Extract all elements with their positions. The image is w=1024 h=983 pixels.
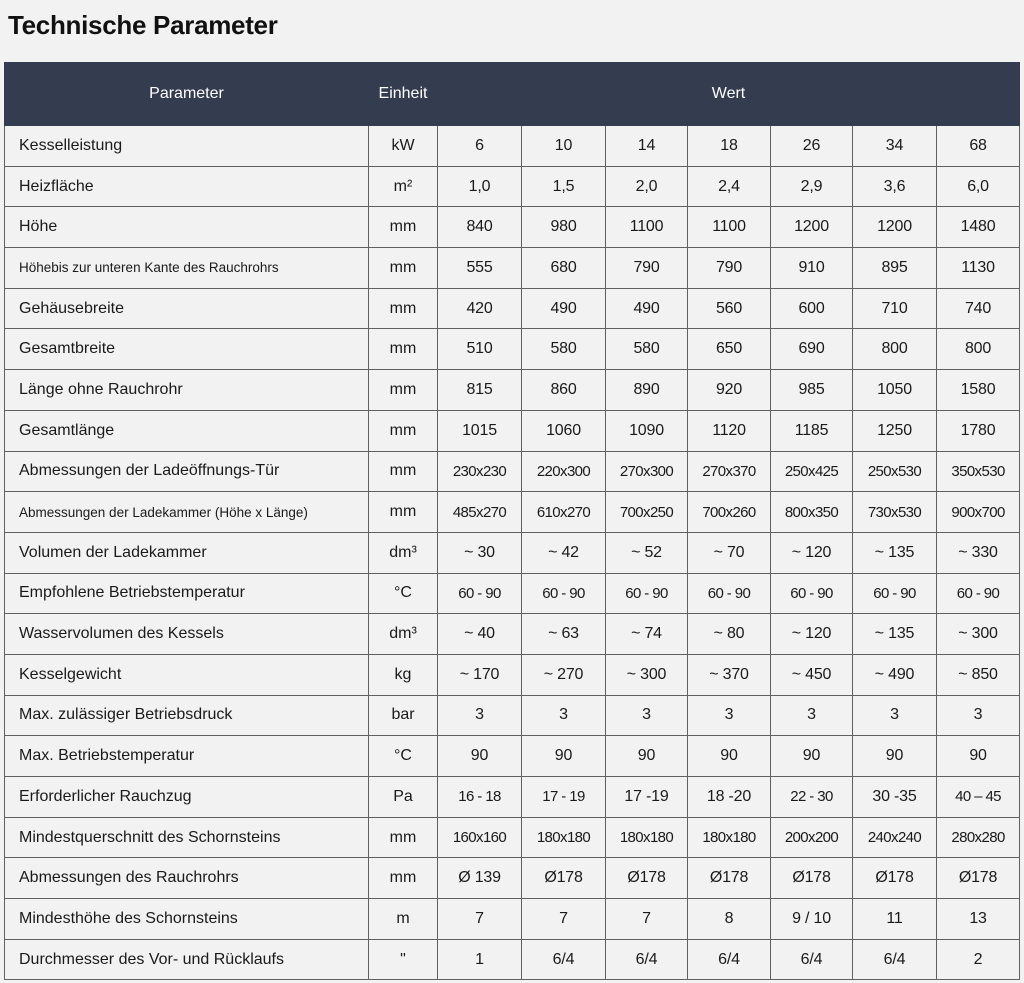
value-cell: 600 xyxy=(771,288,853,329)
value-cell: 18 -20 xyxy=(688,777,771,818)
value-cell: 910 xyxy=(771,248,853,289)
value-cell: 220x300 xyxy=(522,451,606,492)
value-cell: 510 xyxy=(438,329,522,370)
value-cell: 60 - 90 xyxy=(522,573,606,614)
value-cell: 26 xyxy=(771,126,853,167)
value-cell: 17 -19 xyxy=(606,777,688,818)
value-cell: ~ 450 xyxy=(771,654,853,695)
value-cell: 6,0 xyxy=(937,166,1020,207)
value-cell: 60 - 90 xyxy=(688,573,771,614)
value-cell: ~ 490 xyxy=(853,654,937,695)
table-row xyxy=(5,207,1020,248)
parameter-cell: Mindestquerschnitt des Schornsteins xyxy=(5,817,369,858)
value-cell: 6 xyxy=(438,126,522,167)
parameter-cell: Wasservolumen des Kessels xyxy=(5,614,369,655)
value-cell: 8 xyxy=(688,899,771,940)
value-cell: ~ 330 xyxy=(937,532,1020,573)
unit-cell: mm xyxy=(369,858,438,899)
value-cell: 920 xyxy=(688,370,771,411)
value-cell: 60 - 90 xyxy=(937,573,1020,614)
value-cell: 790 xyxy=(688,248,771,289)
value-cell: 1,0 xyxy=(438,166,522,207)
parameter-cell: Gehäusebreite xyxy=(5,288,369,329)
value-cell: 230x230 xyxy=(438,451,522,492)
value-cell: 11 xyxy=(853,899,937,940)
value-cell: 690 xyxy=(771,329,853,370)
value-cell: 9 / 10 xyxy=(771,899,853,940)
unit-cell: Pa xyxy=(369,777,438,818)
value-cell: 710 xyxy=(853,288,937,329)
unit-cell: mm xyxy=(369,207,438,248)
value-cell: ~ 42 xyxy=(522,532,606,573)
parameter-cell: Heizfläche xyxy=(5,166,369,207)
value-cell: 3 xyxy=(771,695,853,736)
parameter-cell: Kesselgewicht xyxy=(5,654,369,695)
value-cell: 2,9 xyxy=(771,166,853,207)
value-cell: 490 xyxy=(606,288,688,329)
value-cell: 180x180 xyxy=(606,817,688,858)
value-cell: ~ 300 xyxy=(937,614,1020,655)
value-cell: 580 xyxy=(522,329,606,370)
value-cell: ~ 300 xyxy=(606,654,688,695)
value-cell: 730x530 xyxy=(853,492,937,533)
value-cell: 13 xyxy=(937,899,1020,940)
value-cell: 650 xyxy=(688,329,771,370)
unit-cell: °C xyxy=(369,573,438,614)
value-cell: 800 xyxy=(853,329,937,370)
value-cell: 485x270 xyxy=(438,492,522,533)
table-row xyxy=(5,126,1020,167)
unit-cell: " xyxy=(369,939,438,980)
value-cell: ~ 70 xyxy=(688,532,771,573)
value-cell: 3 xyxy=(937,695,1020,736)
table-row xyxy=(5,492,1020,533)
value-cell: 2 xyxy=(937,939,1020,980)
value-cell: ~ 270 xyxy=(522,654,606,695)
value-cell: ~ 74 xyxy=(606,614,688,655)
value-cell: 890 xyxy=(606,370,688,411)
table-row xyxy=(5,248,1020,289)
value-cell: 560 xyxy=(688,288,771,329)
value-cell: 40 – 45 xyxy=(937,777,1020,818)
table-header xyxy=(5,63,1020,126)
value-cell: 90 xyxy=(937,736,1020,777)
value-cell: 17 - 19 xyxy=(522,777,606,818)
value-cell: 985 xyxy=(771,370,853,411)
value-cell: 90 xyxy=(853,736,937,777)
table-row xyxy=(5,288,1020,329)
value-cell: 90 xyxy=(606,736,688,777)
value-cell: 250x530 xyxy=(853,451,937,492)
value-cell: 980 xyxy=(522,207,606,248)
value-cell: 815 xyxy=(438,370,522,411)
value-cell: 800 xyxy=(937,329,1020,370)
value-cell: 68 xyxy=(937,126,1020,167)
value-cell: 270x370 xyxy=(688,451,771,492)
value-cell: 1200 xyxy=(853,207,937,248)
parameter-cell: Empfohlene Betriebstemperatur xyxy=(5,573,369,614)
value-cell: 1060 xyxy=(522,410,606,451)
parameter-cell: Erforderlicher Rauchzug xyxy=(5,777,369,818)
value-cell: 610x270 xyxy=(522,492,606,533)
value-cell: 1100 xyxy=(606,207,688,248)
unit-cell: dm³ xyxy=(369,614,438,655)
unit-cell: m² xyxy=(369,166,438,207)
parameter-cell: Abmessungen der Ladeöffnungs-Tür xyxy=(5,451,369,492)
value-cell: 490 xyxy=(522,288,606,329)
table-row xyxy=(5,410,1020,451)
unit-cell: mm xyxy=(369,451,438,492)
value-cell: 1200 xyxy=(771,207,853,248)
parameter-cell: Max. Betriebstemperatur xyxy=(5,736,369,777)
parameter-cell: Länge ohne Rauchrohr xyxy=(5,370,369,411)
value-cell: 1090 xyxy=(606,410,688,451)
table-row xyxy=(5,858,1020,899)
value-cell: 1050 xyxy=(853,370,937,411)
parameter-cell: Gesamtlänge xyxy=(5,410,369,451)
parameter-cell: Mindesthöhe des Schornsteins xyxy=(5,899,369,940)
value-cell: 1120 xyxy=(688,410,771,451)
parameter-cell: Abmessungen der Ladekammer (Höhe x Länge) xyxy=(5,492,369,533)
value-cell: 280x280 xyxy=(937,817,1020,858)
value-cell: ~ 850 xyxy=(937,654,1020,695)
unit-cell: mm xyxy=(369,248,438,289)
table-row xyxy=(5,939,1020,980)
value-cell: 700x250 xyxy=(606,492,688,533)
parameter-cell: Durchmesser des Vor- und Rücklaufs xyxy=(5,939,369,980)
value-cell: 1015 xyxy=(438,410,522,451)
value-cell: 6/4 xyxy=(771,939,853,980)
value-cell: 800x350 xyxy=(771,492,853,533)
value-cell: ~ 52 xyxy=(606,532,688,573)
value-cell: ~ 135 xyxy=(853,614,937,655)
table-body xyxy=(5,126,1020,980)
value-cell: 1130 xyxy=(937,248,1020,289)
table-row xyxy=(5,329,1020,370)
value-cell: 18 xyxy=(688,126,771,167)
value-cell: 580 xyxy=(606,329,688,370)
value-cell: ~ 120 xyxy=(771,532,853,573)
table-row xyxy=(5,736,1020,777)
value-cell: 3 xyxy=(853,695,937,736)
value-cell: 90 xyxy=(688,736,771,777)
table-row xyxy=(5,166,1020,207)
parameter-cell: Höhebis zur unteren Kante des Rauchrohrs xyxy=(5,248,369,289)
value-cell: Ø 139 xyxy=(438,858,522,899)
value-cell: 6/4 xyxy=(688,939,771,980)
value-cell: ~ 80 xyxy=(688,614,771,655)
value-cell: 30 -35 xyxy=(853,777,937,818)
header-unit: Einheit xyxy=(369,63,438,126)
unit-cell: mm xyxy=(369,492,438,533)
table-row xyxy=(5,532,1020,573)
unit-cell: m xyxy=(369,899,438,940)
unit-cell: mm xyxy=(369,370,438,411)
table-row xyxy=(5,614,1020,655)
value-cell: 700x260 xyxy=(688,492,771,533)
table-row xyxy=(5,777,1020,818)
unit-cell: kW xyxy=(369,126,438,167)
value-cell: 6/4 xyxy=(522,939,606,980)
value-cell: 90 xyxy=(771,736,853,777)
value-cell: 3 xyxy=(438,695,522,736)
value-cell: 160x160 xyxy=(438,817,522,858)
value-cell: 180x180 xyxy=(688,817,771,858)
technical-parameters-table xyxy=(4,62,1020,980)
value-cell: 555 xyxy=(438,248,522,289)
value-cell: 1 xyxy=(438,939,522,980)
value-cell: Ø178 xyxy=(606,858,688,899)
value-cell: Ø178 xyxy=(771,858,853,899)
value-cell: 60 - 90 xyxy=(853,573,937,614)
table-row xyxy=(5,899,1020,940)
value-cell: 250x425 xyxy=(771,451,853,492)
value-cell: ~ 40 xyxy=(438,614,522,655)
value-cell: ~ 63 xyxy=(522,614,606,655)
value-cell: 14 xyxy=(606,126,688,167)
unit-cell: bar xyxy=(369,695,438,736)
value-cell: 350x530 xyxy=(937,451,1020,492)
value-cell: 240x240 xyxy=(853,817,937,858)
value-cell: ~ 170 xyxy=(438,654,522,695)
value-cell: 1,5 xyxy=(522,166,606,207)
table-row xyxy=(5,370,1020,411)
value-cell: 270x300 xyxy=(606,451,688,492)
value-cell: Ø178 xyxy=(522,858,606,899)
value-cell: 6/4 xyxy=(606,939,688,980)
value-cell: 7 xyxy=(522,899,606,940)
value-cell: ~ 370 xyxy=(688,654,771,695)
value-cell: 60 - 90 xyxy=(438,573,522,614)
page-title: Technische Parameter xyxy=(8,10,278,40)
value-cell: 22 - 30 xyxy=(771,777,853,818)
table-row xyxy=(5,695,1020,736)
value-cell: Ø178 xyxy=(853,858,937,899)
parameter-cell: Abmessungen des Rauchrohrs xyxy=(5,858,369,899)
value-cell: 1580 xyxy=(937,370,1020,411)
value-cell: 6/4 xyxy=(853,939,937,980)
value-cell: ~ 30 xyxy=(438,532,522,573)
value-cell: 1480 xyxy=(937,207,1020,248)
value-cell: 420 xyxy=(438,288,522,329)
value-cell: 860 xyxy=(522,370,606,411)
value-cell: Ø178 xyxy=(688,858,771,899)
value-cell: 16 - 18 xyxy=(438,777,522,818)
value-cell: 60 - 90 xyxy=(606,573,688,614)
unit-cell: kg xyxy=(369,654,438,695)
value-cell: 900x700 xyxy=(937,492,1020,533)
value-cell: 180x180 xyxy=(522,817,606,858)
value-cell: 3 xyxy=(522,695,606,736)
value-cell: ~ 120 xyxy=(771,614,853,655)
value-cell: 1250 xyxy=(853,410,937,451)
value-cell: 895 xyxy=(853,248,937,289)
value-cell: 1100 xyxy=(688,207,771,248)
value-cell: 7 xyxy=(438,899,522,940)
value-cell: 200x200 xyxy=(771,817,853,858)
value-cell: 3 xyxy=(606,695,688,736)
value-cell: Ø178 xyxy=(937,858,1020,899)
value-cell: 90 xyxy=(438,736,522,777)
table-row xyxy=(5,654,1020,695)
parameter-cell: Max. zulässiger Betriebsdruck xyxy=(5,695,369,736)
unit-cell: mm xyxy=(369,817,438,858)
value-cell: 3,6 xyxy=(853,166,937,207)
value-cell: 840 xyxy=(438,207,522,248)
unit-cell: mm xyxy=(369,410,438,451)
unit-cell: mm xyxy=(369,329,438,370)
unit-cell: dm³ xyxy=(369,532,438,573)
value-cell: 1780 xyxy=(937,410,1020,451)
value-cell: 60 - 90 xyxy=(771,573,853,614)
value-cell: 1185 xyxy=(771,410,853,451)
parameter-cell: Höhe xyxy=(5,207,369,248)
value-cell: 2,0 xyxy=(606,166,688,207)
header-value: Wert xyxy=(438,63,1020,126)
unit-cell: °C xyxy=(369,736,438,777)
value-cell: 2,4 xyxy=(688,166,771,207)
parameter-cell: Gesamtbreite xyxy=(5,329,369,370)
parameter-cell: Kesselleistung xyxy=(5,126,369,167)
value-cell: 680 xyxy=(522,248,606,289)
value-cell: ~ 135 xyxy=(853,532,937,573)
parameter-cell: Volumen der Ladekammer xyxy=(5,532,369,573)
value-cell: 790 xyxy=(606,248,688,289)
value-cell: 34 xyxy=(853,126,937,167)
unit-cell: mm xyxy=(369,288,438,329)
table-row xyxy=(5,573,1020,614)
value-cell: 7 xyxy=(606,899,688,940)
value-cell: 10 xyxy=(522,126,606,167)
table-row xyxy=(5,451,1020,492)
value-cell: 90 xyxy=(522,736,606,777)
value-cell: 740 xyxy=(937,288,1020,329)
value-cell: 3 xyxy=(688,695,771,736)
header-parameter: Parameter xyxy=(5,63,369,126)
table-row xyxy=(5,817,1020,858)
